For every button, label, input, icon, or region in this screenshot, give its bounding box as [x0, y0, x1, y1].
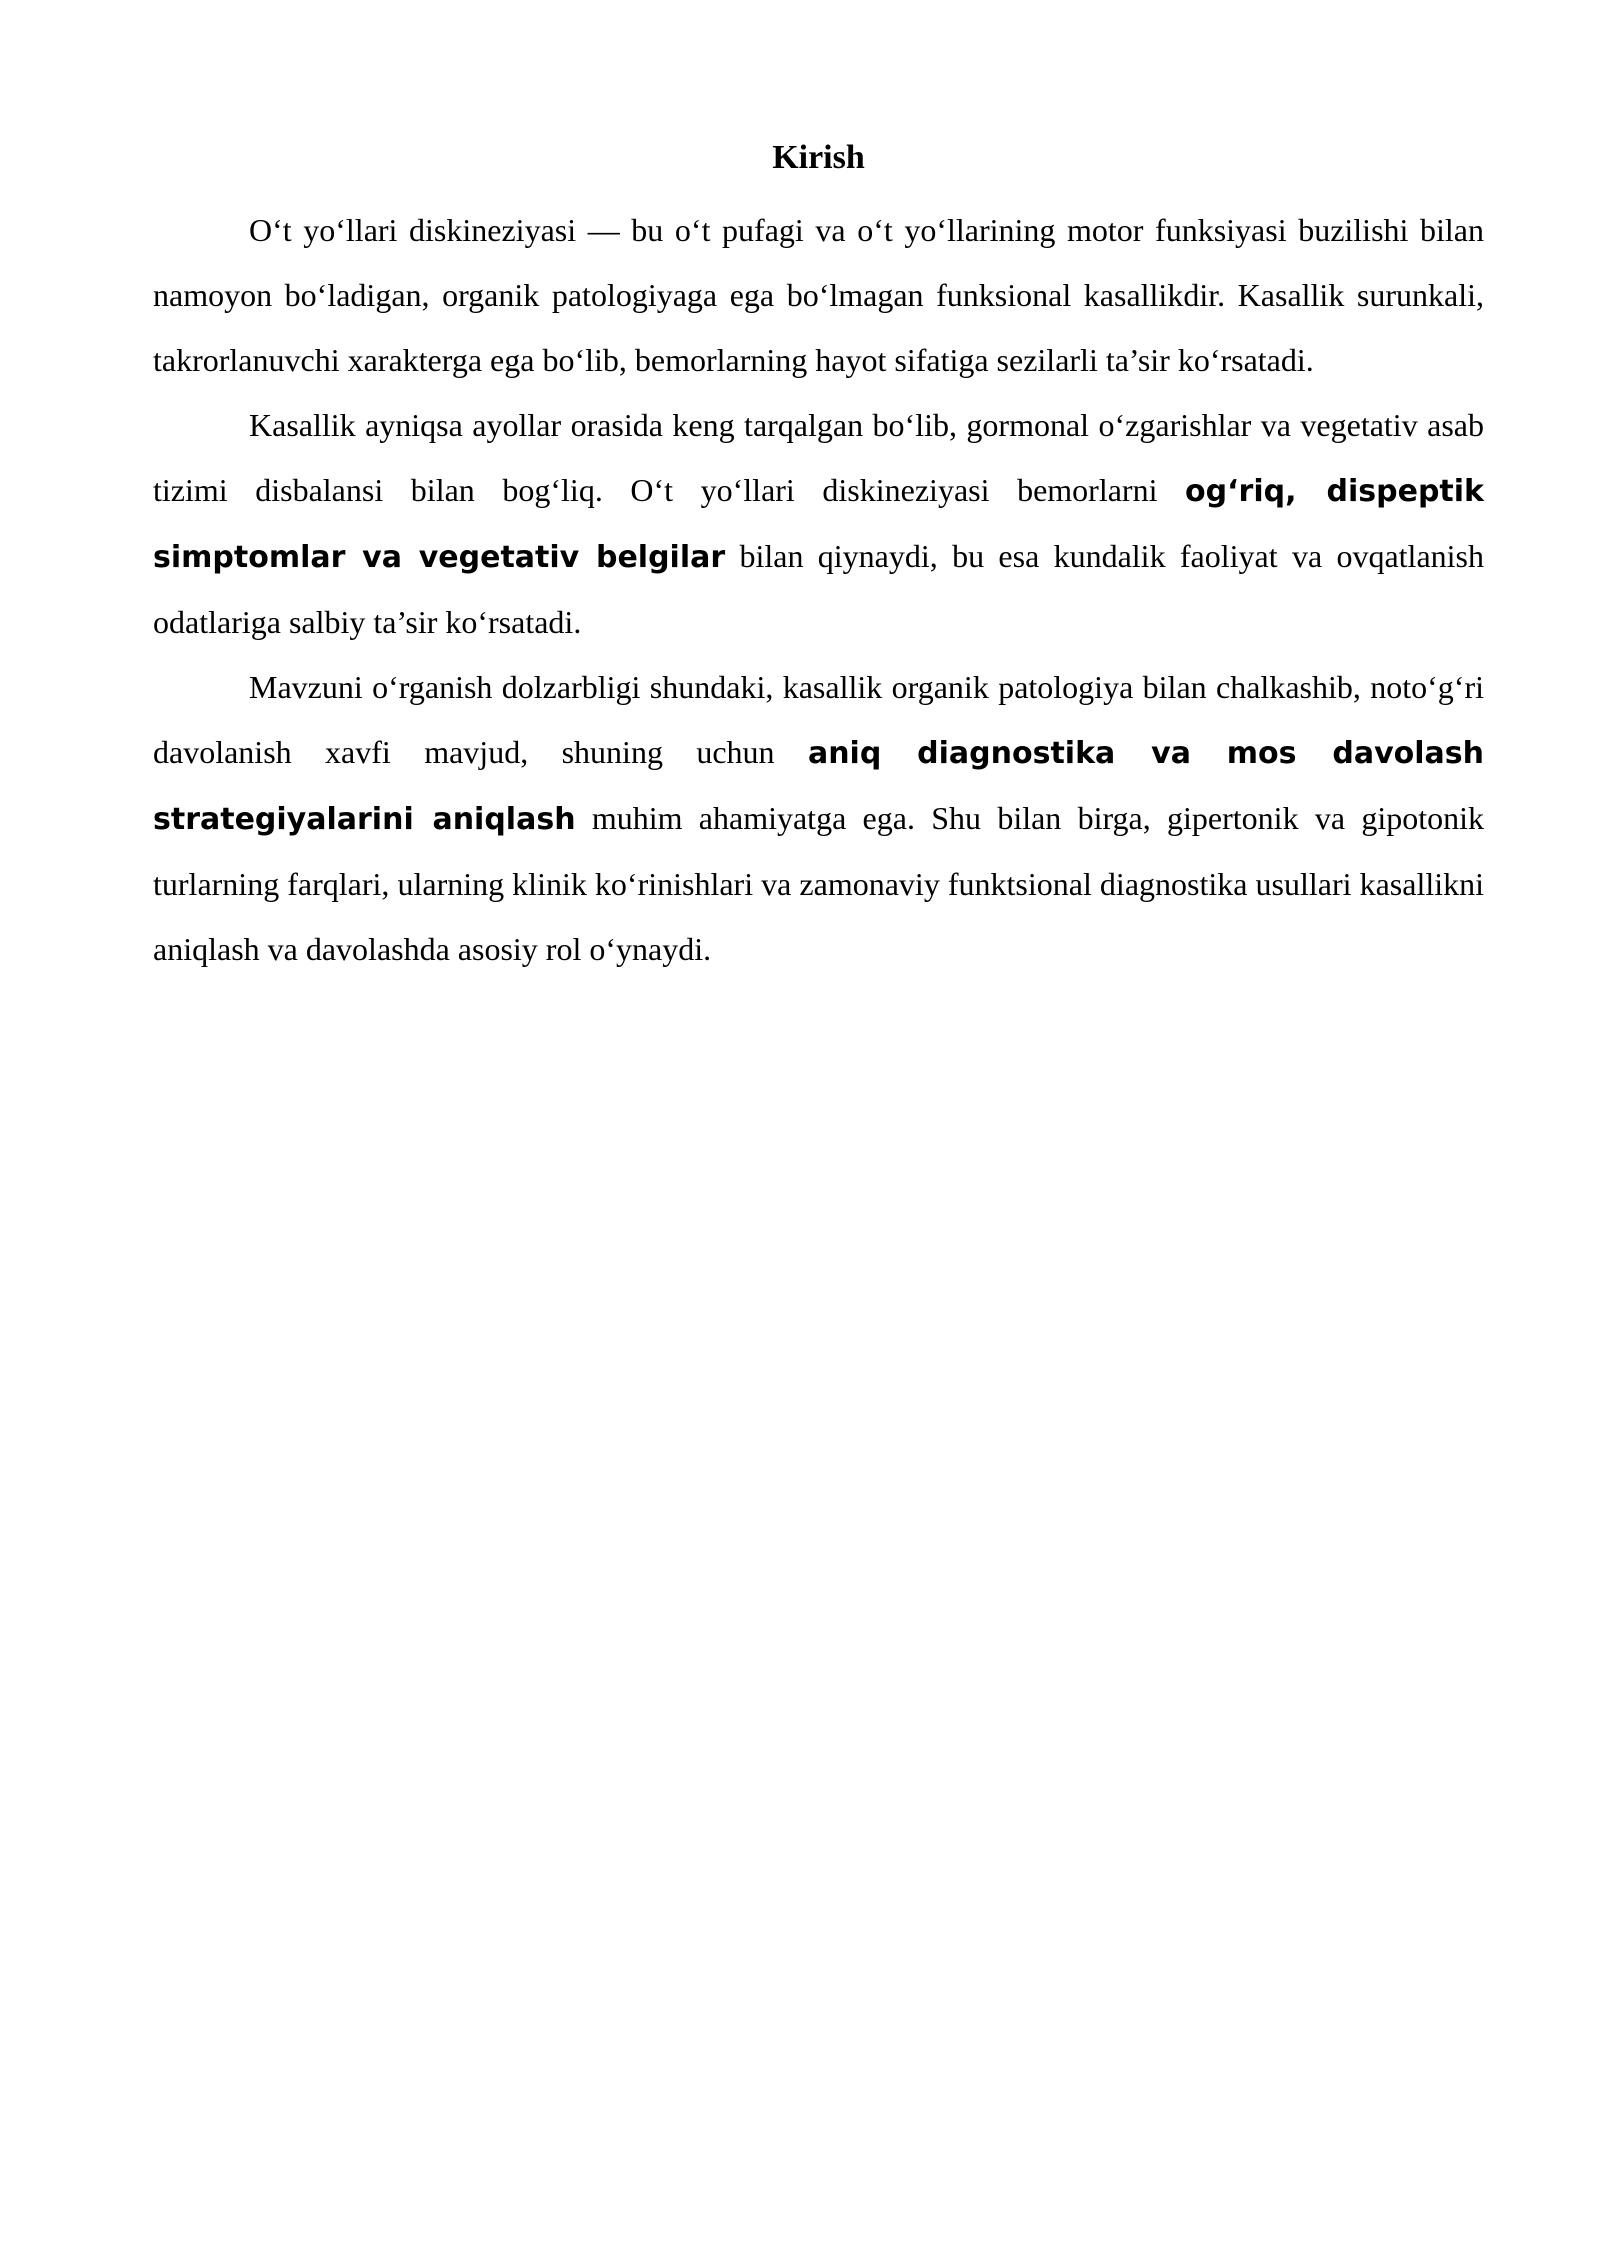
- paragraph-2-bold-phrase: og‘riq, dispeptik simptomlar va vegetativ belgilar: [153, 474, 1484, 575]
- document-body: [153, 133, 1484, 982]
- paragraph-3-bold-phrase: aniq diagnostika va mos davolash strategiyalarini aniqlash: [153, 736, 1484, 837]
- paragraph-2-text-end: bilan qiynaydi, bu esa kundalik faoliyat va ovqatlanish odatlariga salbiy ta’sir ko‘rsatadi.: [153, 538, 1484, 640]
- paragraph-3-text-end: muhim ahamiyatga ega. Shu bilan birga, gipertonik va gipotonik turlarning farqlari, ularning klinik ko‘rinishlari va zamonaviy funktsional diagnostika usullari kasallikni aniqlash va davolashda asosiy rol o‘ynaydi.: [153, 800, 1485, 967]
- paragraph-2-text-start: Kasallik ayniqsa ayollar orasida keng tarqalgan bo‘lib, gormonal o‘zgarishlar va vegetativ asab tizimi disbalansi bilan bog‘liq. O‘t yo‘llari diskineziyasi bemorlarni: [153, 407, 1484, 508]
- paragraph-1: [153, 198, 1484, 393]
- paragraph-1-text: O‘t yo‘llari diskineziyasi — bu o‘t pufagi va o‘t yo‘llarining motor funksiyasi buzilishi bilan namoyon bo‘ladigan, organik patologiyaga ega bo‘lmagan funksional kasallikdir. Kasallik surunkali, takrorlanuvchi xarakterga ega bo‘lib, bemorlarning hayot sifatiga sezilarli ta’sir ko‘rsatadi.: [153, 212, 1484, 378]
- paragraph-2: [153, 393, 1484, 655]
- page-title: Kirish: [772, 139, 865, 176]
- paragraph-3-text-start: Mavzuni o‘rganish dolzarbligi shundaki, kasallik organik patologiya bilan chalkashib, noto‘g‘ri davolanish xavfi mavjud, shuning uchun: [153, 669, 1484, 770]
- paragraph-3: [153, 655, 1484, 982]
